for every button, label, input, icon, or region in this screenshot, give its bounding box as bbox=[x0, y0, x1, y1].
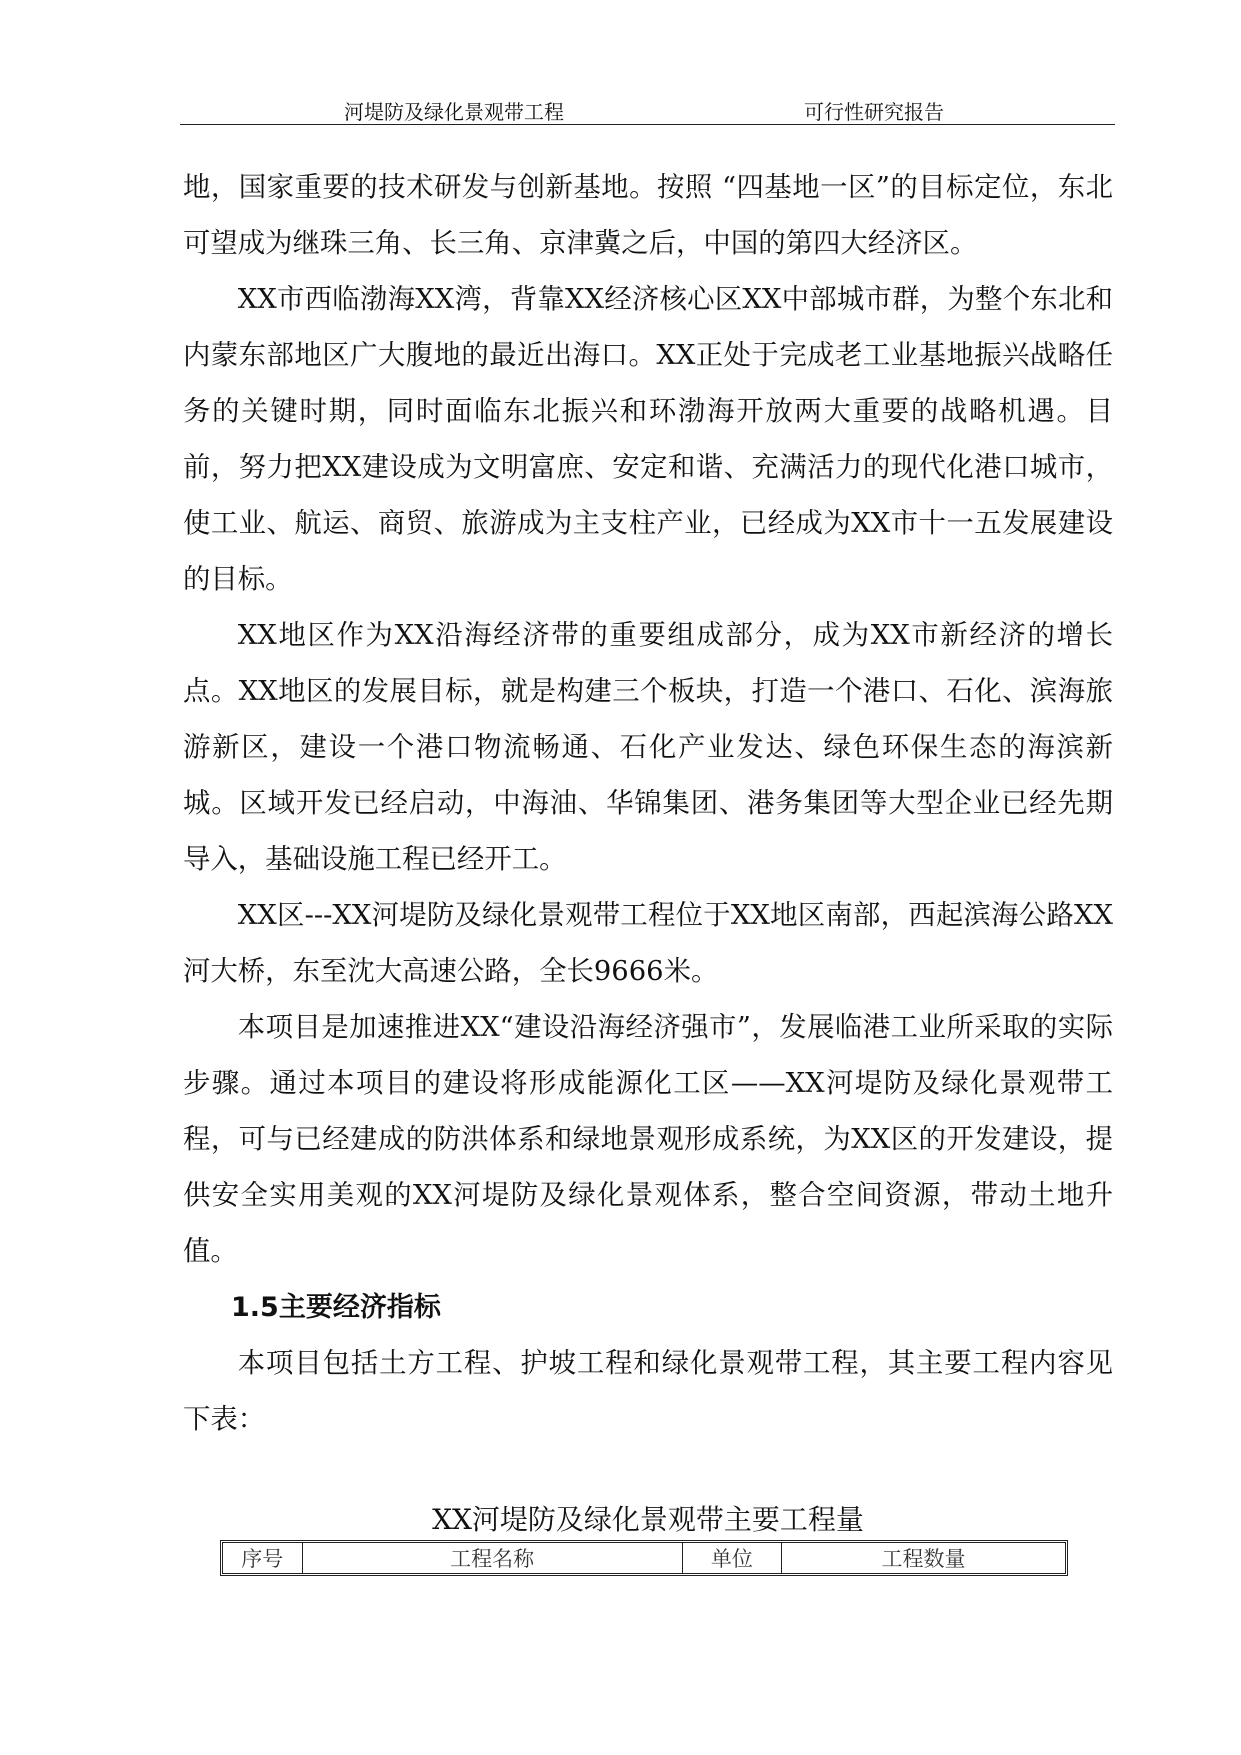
table-title: XX河堤防及绿化景观带主要工程量 bbox=[432, 1503, 864, 1536]
table-header-row bbox=[223, 1543, 1065, 1573]
table-header-index: 序号 bbox=[223, 1543, 303, 1573]
paragraph-section-intro: 本项目包括土方工程、护坡工程和绿化景观带工程，其主要工程内容见下表： bbox=[183, 1348, 1113, 1435]
paragraph-city-overview: XX市西临渤海XX湾，背靠XX经济核心区XX中部城市群，为整个东北和内蒙东部地区广大腹地的最近出海口。XX正处于完成老工业基地振兴战略任务的关键时期，同时面临东北振兴和环渤海开放两大重要的战略机遇。目前，努力把XX建设成为文明富庶、安定和谐、充满活力的现代化港口城市，使工业、航运、商贸、旅游成为主支柱产业，已经成为XX市十一五发展建设的目标。 bbox=[183, 284, 1113, 595]
table-header-unit: 单位 bbox=[683, 1543, 782, 1573]
header-report-type: 可行性研究报告 bbox=[804, 100, 944, 124]
section-heading: 1.5主要经济指标 bbox=[231, 1292, 441, 1323]
page-header bbox=[180, 92, 1115, 126]
paragraph-district-goals: XX地区作为XX沿海经济带的重要组成部分，成为XX市新经济的增长点。XX地区的发展目标，就是构建三个板块，打造一个港口、石化、滨海旅游新区，建设一个港口物流畅通、石化产业发达、绿色环保生态的海滨新城。区域开发已经启动，中海油、华锦集团、港务集团等大型企业已经先期导入，基础设施工程已经开工。 bbox=[183, 620, 1113, 875]
quantities-table bbox=[220, 1540, 1068, 1576]
table-header-quantity: 工程数量 bbox=[881, 1547, 966, 1571]
paragraph-project-purpose: 本项目是加速推进XX“建设沿海经济强市”，发展临港工业所采取的实际步骤。通过本项目的建设将形成能源化工区——XX河堤防及绿化景观带工程，可与已经建成的防洪体系和绿地景观形成系统，为XX区的开发建设，提供安全实用美观的XX河堤防及绿化景观体系，整合空间资源，带动土地升值。 bbox=[183, 1012, 1113, 1267]
paragraph-continuation: 地，国家重要的技术研发与创新基地。按照 “四基地一区”的目标定位，东北可望成为继珠三角、长三角、京津冀之后，中国的第四大经济区。 bbox=[183, 172, 1113, 259]
table-header-name: 工程名称 bbox=[303, 1543, 683, 1573]
body-text bbox=[183, 160, 1113, 1448]
quantities-table-wrapper bbox=[220, 1540, 1068, 1576]
header-divider bbox=[180, 124, 1115, 125]
header-document-title: 河堤防及绿化景观带工程 bbox=[344, 100, 564, 124]
paragraph-project-location: XX区---XX河堤防及绿化景观带工程位于XX地区南部，西起滨海公路XX河大桥，东至沈大高速公路，全长9666米。 bbox=[183, 900, 1113, 987]
